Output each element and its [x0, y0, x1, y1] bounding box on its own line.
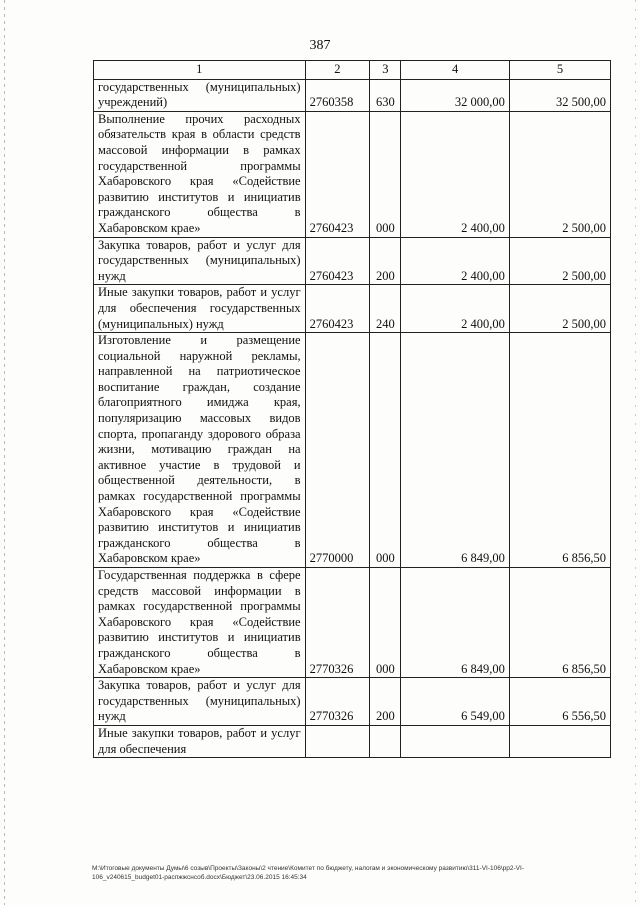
- row-type-cell: 200: [370, 678, 401, 726]
- scan-edge-left: [4, 0, 5, 905]
- row-amount-2015-cell: 2 400,00: [401, 111, 509, 237]
- column-header-5: 5: [509, 61, 610, 80]
- row-name-cell: Закупка товаров, работ и услуг для государственных (муниципальных) нужд: [94, 237, 306, 285]
- row-code-cell: 2760423: [305, 111, 370, 237]
- row-amount-2016-cell: 6 556,50: [509, 678, 610, 726]
- row-code-cell: 2770326: [305, 568, 370, 678]
- row-type-cell: 000: [370, 333, 401, 568]
- row-name-cell: Закупка товаров, работ и услуг для государственных (муниципальных) нужд: [94, 678, 306, 726]
- row-amount-2016-cell: 6 856,50: [509, 333, 610, 568]
- row-code-cell: 2770326: [305, 678, 370, 726]
- table-body: [94, 79, 611, 758]
- row-type-cell: [370, 725, 401, 757]
- row-code-cell: [305, 725, 370, 757]
- row-type-cell: 200: [370, 237, 401, 285]
- row-amount-2015-cell: 2 400,00: [401, 285, 509, 333]
- row-name-cell: Выполнение прочих расходных обязательств края в области средств массовой информации в рамках государственной программы Хабаровского края «Содействие развитию институтов и инициатив гражданского общества в Хабаровском крае»: [94, 111, 306, 237]
- row-type-cell: 000: [370, 568, 401, 678]
- table-row: [94, 725, 611, 757]
- row-name-cell: Изготовление и размещение социальной наружной рекламы, направленной на патриотическое воспитание граждан, создание благоприятного имиджа края, популяризацию массовых видов спорта, пропаганду здорового образа жизни, мотивацию граждан на активное участие в трудовой и общественной деятельности, в рамках государственной программы Хабаровского края «Содействие развитию институтов и инициатив гражданского общества в Хабаровском крае»: [94, 333, 306, 568]
- table-header-row: [94, 61, 611, 80]
- row-amount-2015-cell: [401, 725, 509, 757]
- row-code-cell: 2760423: [305, 285, 370, 333]
- column-header-4: 4: [401, 61, 509, 80]
- column-header-1: 1: [94, 61, 306, 80]
- column-header-2: 2: [305, 61, 370, 80]
- row-amount-2015-cell: 32 000,00: [401, 79, 509, 111]
- row-name-cell: Государственная поддержка в сфере средств массовой информации в рамках государственной программы Хабаровского края «Содействие развитию институтов и инициатив гражданского общества в Хабаровском крае»: [94, 568, 306, 678]
- row-code-cell: 2760423: [305, 237, 370, 285]
- table-row: [94, 111, 611, 237]
- page-number: 387: [309, 38, 331, 53]
- budget-table: [93, 60, 611, 758]
- scan-edge-right: [635, 0, 636, 905]
- table-row: [94, 568, 611, 678]
- row-amount-2016-cell: [509, 725, 610, 757]
- table-row: [94, 678, 611, 726]
- row-amount-2015-cell: 6 549,00: [401, 678, 509, 726]
- row-amount-2015-cell: 2 400,00: [401, 237, 509, 285]
- row-type-cell: 630: [370, 79, 401, 111]
- row-amount-2016-cell: 6 856,50: [509, 568, 610, 678]
- row-type-cell: 240: [370, 285, 401, 333]
- row-name-cell: Иные закупки товаров, работ и услуг для обеспечения: [94, 725, 306, 757]
- footer-line-1: M:\Итоговые документы Думы\6 созыв\Проекты\Законы\2 чтение\Комитет по бюджету, налогам и экономическому развитию\311-VI-106\рр2-VI-: [92, 865, 524, 872]
- row-amount-2015-cell: 6 849,00: [401, 333, 509, 568]
- row-amount-2016-cell: 2 500,00: [509, 111, 610, 237]
- footer-line-2: 106_v240615_budget01-распжжснсоб.docx\Бюджет\23.06.2015 16:45:34: [92, 874, 307, 881]
- row-amount-2016-cell: 32 500,00: [509, 79, 610, 111]
- column-header-3: 3: [370, 61, 401, 80]
- row-code-cell: 2760358: [305, 79, 370, 111]
- row-type-cell: 000: [370, 111, 401, 237]
- row-amount-2016-cell: 2 500,00: [509, 285, 610, 333]
- table-row: [94, 333, 611, 568]
- table-row: [94, 285, 611, 333]
- document-path-footer: [92, 864, 614, 882]
- row-name-cell: государственных (муниципальных) учреждений): [94, 79, 306, 111]
- table-row: [94, 79, 611, 111]
- row-code-cell: 2770000: [305, 333, 370, 568]
- table-row: [94, 237, 611, 285]
- row-name-cell: Иные закупки товаров, работ и услуг для обеспечения государственных (муниципальных) нужд: [94, 285, 306, 333]
- row-amount-2015-cell: 6 849,00: [401, 568, 509, 678]
- row-amount-2016-cell: 2 500,00: [509, 237, 610, 285]
